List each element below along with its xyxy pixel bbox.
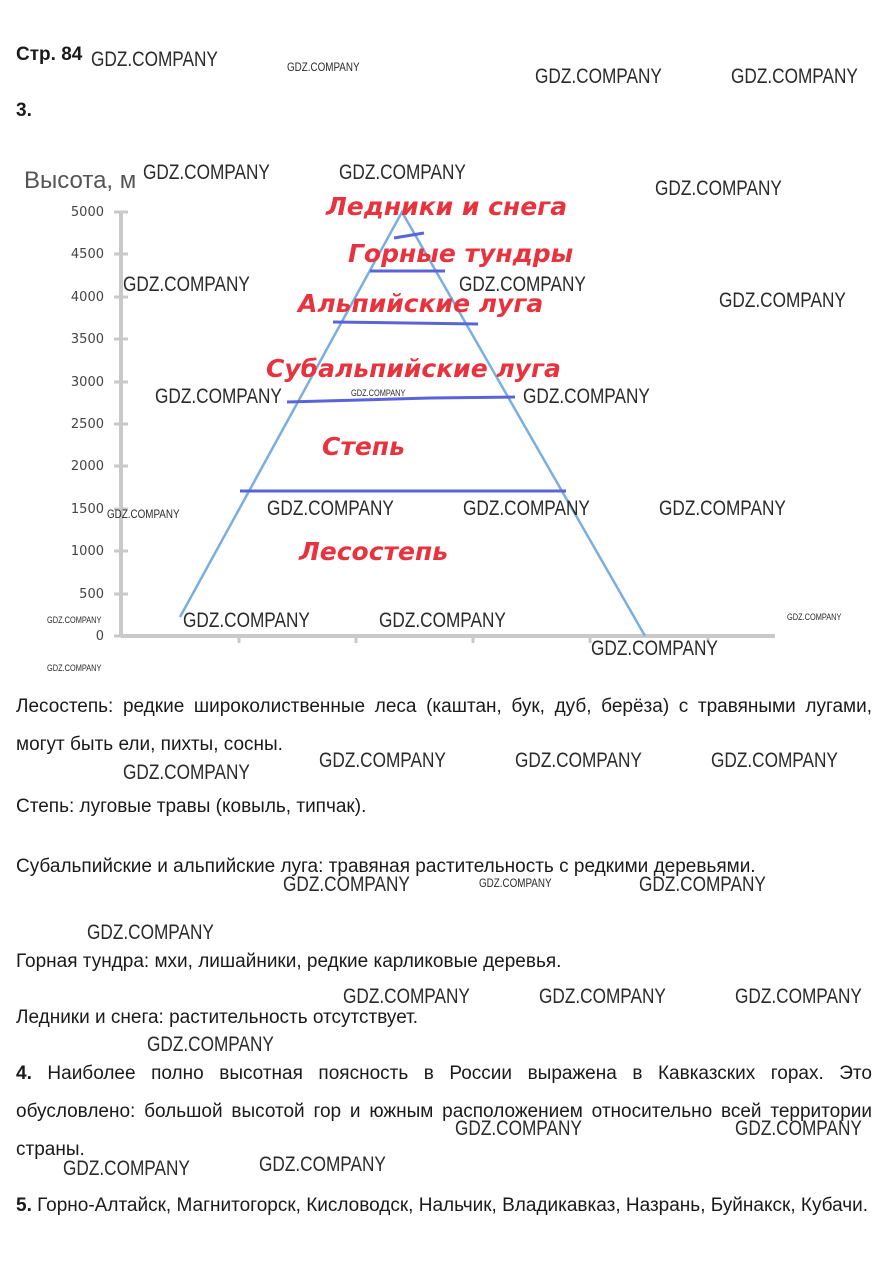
task-4-text: Наиболее полно высотная поясность в России выражена в Кавказских горах. Это обусловлено: большой высотой гор и южным расположением относительно всей территории страны. xyxy=(16,1063,872,1160)
watermark: GDZ.COMPANY xyxy=(515,749,642,772)
steppe-description: Степь: луговые травы (ковыль, типчак). xyxy=(16,796,367,817)
task-3-number: 3. xyxy=(16,100,32,121)
watermark: GDZ.COMPANY xyxy=(155,385,282,408)
watermark: GDZ.COMPANY xyxy=(787,612,842,622)
y-axis-label: Высота, м xyxy=(24,167,137,194)
task-5-text: Горно-Алтайск, Магнитогорск, Кисловодск, Нальчик, Владикавказ, Назрань, Буйнакск, Кубачи. xyxy=(37,1195,869,1216)
watermark: GDZ.COMPANY xyxy=(535,65,662,88)
task-5-answer xyxy=(16,1187,872,1225)
watermark: GDZ.COMPANY xyxy=(523,385,650,408)
page-reference: Стр. 84 xyxy=(16,44,83,65)
watermark: GDZ.COMPANY xyxy=(47,615,102,625)
watermark: GDZ.COMPANY xyxy=(287,60,360,74)
task-4-number: 4. xyxy=(16,1063,32,1084)
watermark: GDZ.COMPANY xyxy=(47,663,102,673)
watermark: GDZ.COMPANY xyxy=(659,497,786,520)
watermark: GDZ.COMPANY xyxy=(63,1157,190,1180)
watermark: GDZ.COMPANY xyxy=(123,273,250,296)
watermark: GDZ.COMPANY xyxy=(283,873,410,896)
watermark: GDZ.COMPANY xyxy=(343,985,470,1008)
watermark: GDZ.COMPANY xyxy=(735,1117,862,1140)
task-5-number: 5. xyxy=(16,1195,32,1216)
watermark: GDZ.COMPANY xyxy=(539,985,666,1008)
y-tick-label: 4000 xyxy=(70,290,104,305)
y-tick-label: 1500 xyxy=(70,502,104,517)
watermark: GDZ.COMPANY xyxy=(267,497,394,520)
watermark: GDZ.COMPANY xyxy=(655,177,782,200)
watermark: GDZ.COMPANY xyxy=(455,1117,582,1140)
watermark: GDZ.COMPANY xyxy=(259,1153,386,1176)
watermark: GDZ.COMPANY xyxy=(731,65,858,88)
watermark: GDZ.COMPANY xyxy=(639,873,766,896)
watermark: GDZ.COMPANY xyxy=(339,161,466,184)
watermark: GDZ.COMPANY xyxy=(143,161,270,184)
zone-label-steppe: Степь xyxy=(322,432,405,461)
watermark: GDZ.COMPANY xyxy=(123,761,250,784)
y-tick-label: 3500 xyxy=(70,332,104,347)
y-tick-label: 4500 xyxy=(70,247,104,262)
y-tick-label: 5000 xyxy=(70,205,104,220)
y-tick-label: 1000 xyxy=(70,544,104,559)
glaciers-description: Ледники и снега: растительность отсутствует. xyxy=(16,1007,419,1028)
watermark: GDZ.COMPANY xyxy=(87,921,214,944)
y-tick-label: 2500 xyxy=(70,417,104,432)
tundra-description: Горная тундра: мхи, лишайники, редкие карликовые деревья. xyxy=(16,951,562,972)
task-4-answer xyxy=(16,1055,872,1169)
watermark: GDZ.COMPANY xyxy=(91,48,218,71)
watermark: GDZ.COMPANY xyxy=(379,609,506,632)
watermark: GDZ.COMPANY xyxy=(735,985,862,1008)
zone-label-glaciers: Ледники и снега xyxy=(326,192,568,221)
watermark: GDZ.COMPANY xyxy=(719,289,846,312)
zone-label-tundra: Горные тундры xyxy=(348,239,574,268)
zone-label-forest-steppe: Лесостепь xyxy=(299,537,449,566)
watermark: GDZ.COMPANY xyxy=(711,749,838,772)
watermark: GDZ.COMPANY xyxy=(463,497,590,520)
y-tick-label: 2000 xyxy=(70,459,104,474)
watermark: GDZ.COMPANY xyxy=(591,637,718,660)
watermark: GDZ.COMPANY xyxy=(479,876,552,890)
watermark: GDZ.COMPANY xyxy=(351,388,406,398)
y-tick-label: 3000 xyxy=(70,375,104,390)
meadows-description: Субальпийские и альпийские луга: травяная растительность с редкими деревьями. xyxy=(16,856,756,877)
forest-steppe-description: Лесостепь: редкие широколиственные леса (каштан, бук, дуб, берёза) с травяными лугами, могут быть ели, пихты, сосны. xyxy=(16,696,872,755)
watermark: GDZ.COMPANY xyxy=(459,273,586,296)
watermark: GDZ.COMPANY xyxy=(319,749,446,772)
watermark: GDZ.COMPANY xyxy=(147,1033,274,1056)
watermark: GDZ.COMPANY xyxy=(107,507,180,521)
zone-label-subalpine: Субальпийские луга xyxy=(266,354,561,383)
y-tick-label: 0 xyxy=(95,629,104,644)
y-tick-label: 500 xyxy=(79,587,104,602)
watermark: GDZ.COMPANY xyxy=(183,609,310,632)
altitude-zones-diagram xyxy=(0,150,886,670)
zone-label-alpine: Альпийские луга xyxy=(298,289,544,318)
